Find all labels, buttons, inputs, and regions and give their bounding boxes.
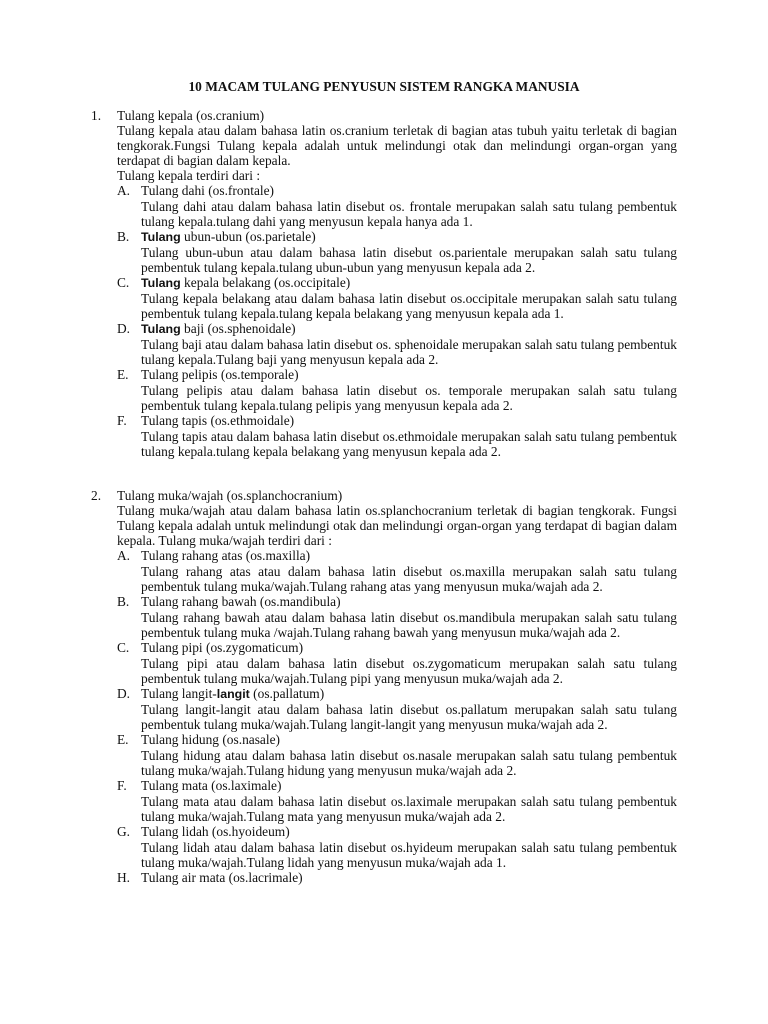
item-description: Tulang rahang atas atau dalam bahasa latin disebut os.maxilla merupakan salah satu tulang pembentuk tulang muka/wajah.Tulang rahang atas yang menyusun muka/wajah ada 2. [141, 564, 677, 594]
item-letter: E. [117, 732, 129, 747]
item-title-part: (os.pallatum) [249, 686, 325, 701]
section-number: 1. [91, 108, 102, 123]
item-title [141, 824, 677, 840]
item-title [141, 778, 677, 794]
item-title [141, 594, 677, 610]
item-letter: G. [117, 824, 131, 839]
item-title-part: kepala belakang (os.occipitale) [180, 275, 351, 290]
section-intro: Tulang muka/wajah atau dalam bahasa latin os.splanchocranium terletak di bagian tengkorak. Fungsi Tulang kepala adalah untuk melindungi otak dan melindungi organ-organ yang terdapat di bagian dalam kepala. Tulang muka/wajah terdiri dari : [117, 503, 677, 548]
list-item [117, 321, 677, 367]
section-2 [91, 488, 677, 886]
item-letter: C. [117, 640, 130, 655]
item-letter: D. [117, 686, 131, 701]
item-title [141, 183, 677, 199]
item-letter: D. [117, 321, 131, 336]
list-item [117, 594, 677, 640]
item-title-part: Tulang rahang atas (os.maxilla) [141, 548, 311, 563]
list-item [117, 229, 677, 275]
item-title-part: Tulang dahi (os.frontale) [141, 183, 275, 198]
item-title-part: baji (os.sphenoidale) [180, 321, 296, 336]
item-description: Tulang pelipis atau dalam bahasa latin disebut os. temporale merupakan salah satu tulang pembentuk tulang kepala.tulang pelipis yang menyusun kepala ada 2. [141, 383, 677, 413]
item-title-part: Tulang mata (os.laximale) [141, 778, 282, 793]
list-item [117, 824, 677, 870]
item-description: Tulang langit-langit atau dalam bahasa latin disebut os.pallatum merupakan salah satu tulang pembentuk tulang muka/wajah.Tulang langit-langit yang menyusun muka/wajah ada 2. [141, 702, 677, 732]
item-letter: B. [117, 229, 130, 244]
item-letter: E. [117, 367, 129, 382]
item-description: Tulang pipi atau dalam bahasa latin disebut os.zygomaticum merupakan salah satu tulang pembentuk tulang muka/wajah.Tulang pipi yang menyusun muka/wajah ada 2. [141, 656, 677, 686]
sub-list [117, 548, 677, 886]
item-letter: C. [117, 275, 130, 290]
item-title-part: Tulang [141, 230, 181, 244]
item-title [141, 413, 677, 429]
item-title-part: Tulang lidah (os.hyoideum) [141, 824, 290, 839]
list-item [117, 686, 677, 732]
list-item [117, 732, 677, 778]
sub-list [117, 183, 677, 459]
item-title-part: Tulang pipi (os.zygomaticum) [141, 640, 304, 655]
section-intro-list: Tulang kepala terdiri dari : [117, 168, 261, 183]
item-title [141, 321, 677, 337]
item-letter: A. [117, 548, 131, 563]
list-item [117, 367, 677, 413]
item-title-part: Tulang [141, 322, 181, 336]
item-title-part: Tulang rahang bawah (os.mandibula) [141, 594, 341, 609]
item-title-part: langit [216, 687, 250, 701]
item-title [141, 870, 677, 886]
section-number: 2. [91, 488, 102, 503]
page-title: 10 MACAM TULANG PENYUSUN SISTEM RANGKA MANUSIA [188, 79, 580, 94]
item-description: Tulang lidah atau dalam bahasa latin disebut os.hyideum merupakan salah satu tulang pembentuk tulang muka/wajah.Tulang lidah yang menyusun muka/wajah ada 1. [141, 840, 677, 870]
item-letter: F. [117, 413, 127, 428]
item-title-part: Tulang tapis (os.ethmoidale) [141, 413, 295, 428]
item-title [141, 686, 677, 702]
item-letter: F. [117, 778, 127, 793]
list-item [117, 275, 677, 321]
section-heading: Tulang kepala (os.cranium) [117, 108, 265, 123]
list-item [117, 640, 677, 686]
item-title-part: ubun-ubun (os.parietale) [180, 229, 316, 244]
item-title [141, 640, 677, 656]
item-letter: H. [117, 870, 131, 885]
section-heading: Tulang muka/wajah (os.splanchocranium) [117, 488, 343, 503]
item-description: Tulang tapis atau dalam bahasa latin disebut os.ethmoidale merupakan salah satu tulang pembentuk tulang kepala.tulang kepala belakang yang menyusun kepala ada 2. [141, 429, 677, 459]
item-description: Tulang baji atau dalam bahasa latin disebut os. sphenoidale merupakan salah satu tulang pembentuk tulang kepala.Tulang baji yang menyusun kepala ada 2. [141, 337, 677, 367]
list-item [117, 778, 677, 824]
item-description: Tulang mata atau dalam bahasa latin disebut os.laximale merupakan salah satu tulang pembentuk tulang muka/wajah.Tulang mata yang menyusun muka/wajah ada 2. [141, 794, 677, 824]
item-description: Tulang kepala belakang atau dalam bahasa latin disebut os.occipitale merupakan salah satu tulang pembentuk tulang kepala.tulang kepala belakang yang menyusun kepala ada 1. [141, 291, 677, 321]
list-item [117, 183, 677, 229]
item-description: Tulang ubun-ubun atau dalam bahasa latin disebut os.parientale merupakan salah satu tulang pembentuk tulang kepala.tulang ubun-ubun yang menyusun kepala ada 2. [141, 245, 677, 275]
item-description: Tulang hidung atau dalam bahasa latin disebut os.nasale merupakan salah satu tulang pembentuk tulang muka/wajah.Tulang hidung yang menyusun muka/wajah ada 2. [141, 748, 677, 778]
item-letter: A. [117, 183, 131, 198]
list-item [117, 548, 677, 594]
item-title [141, 732, 677, 748]
item-description: Tulang dahi atau dalam bahasa latin disebut os. frontale merupakan salah satu tulang pembentuk tulang kepala.tulang dahi yang menyusun kepala hanya ada 1. [141, 199, 677, 229]
section-1 [91, 108, 677, 459]
item-title-part: Tulang langit- [141, 686, 217, 701]
item-title [141, 367, 677, 383]
item-title [141, 548, 677, 564]
item-title-part: Tulang [141, 276, 181, 290]
item-letter: B. [117, 594, 130, 609]
list-item [117, 413, 677, 459]
item-title [141, 229, 677, 245]
item-title-part: Tulang pelipis (os.temporale) [141, 367, 299, 382]
item-title [141, 275, 677, 291]
section-intro: Tulang kepala atau dalam bahasa latin os.cranium terletak di bagian atas tubuh yaitu terletak di bagian tengkorak.Fungsi Tulang kepala adalah untuk melindungi otak dan melindungi organ-organ yang terdapat di bagian dalam kepala. [117, 123, 677, 168]
item-title-part: Tulang air mata (os.lacrimale) [141, 870, 303, 885]
list-item [117, 870, 677, 886]
item-description: Tulang rahang bawah atau dalam bahasa latin disebut os.mandibula merupakan salah satu tulang pembentuk tulang muka /wajah.Tulang rahang bawah yang menyusun muka/wajah ada 2. [141, 610, 677, 640]
item-title-part: Tulang hidung (os.nasale) [141, 732, 280, 747]
